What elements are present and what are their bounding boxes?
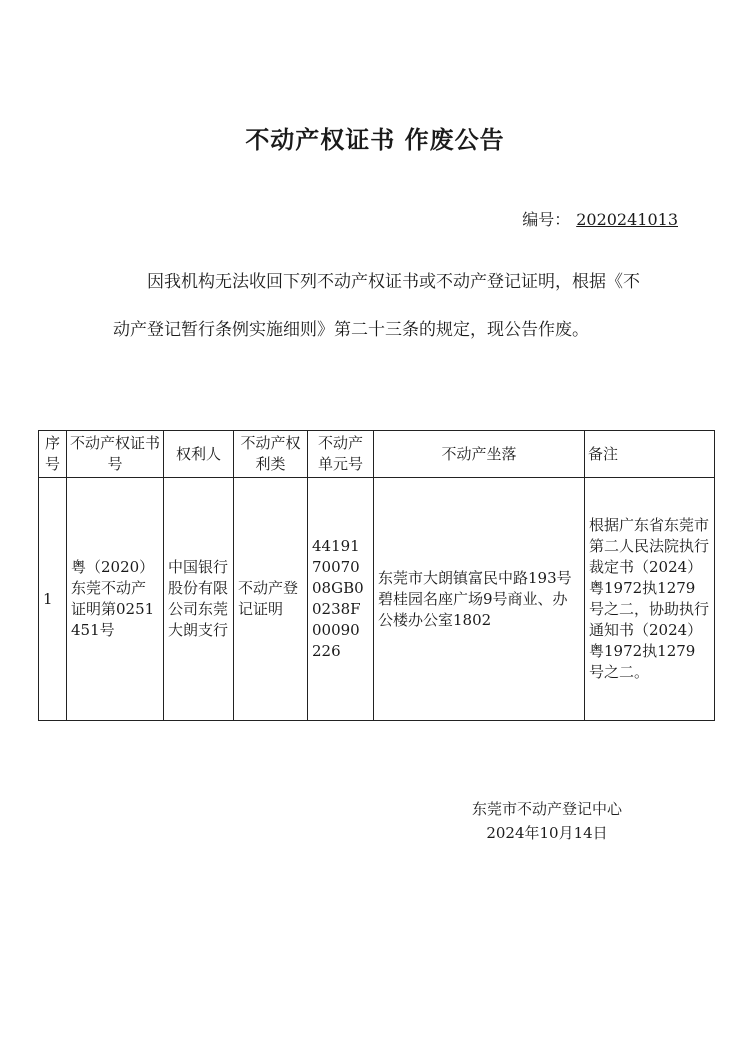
header-cert-no: 不动产权证书号 xyxy=(67,431,164,478)
table-header-row xyxy=(39,431,715,478)
header-holder: 权利人 xyxy=(164,431,234,478)
header-remark: 备注 xyxy=(585,431,715,478)
cell-unit-no: 441917007008GB00238F00090226 xyxy=(308,478,374,721)
issue-date: 2024年10月14日 xyxy=(486,824,608,842)
cell-cert-no: 粤（2020）东莞不动产证明第0251451号 xyxy=(67,478,164,721)
document-number-label: 编号： xyxy=(522,210,571,229)
header-right-type: 不动产权利类 xyxy=(234,431,308,478)
document-number-value: 2020241013 xyxy=(576,210,678,229)
cell-location: 东莞市大朗镇富民中路193号碧桂园名座广场9号商业、办公楼办公室1802 xyxy=(374,478,585,721)
header-seq: 序号 xyxy=(39,431,67,478)
page-title: 不动产权证书 作废公告 xyxy=(245,126,505,154)
void-certificate-table xyxy=(38,430,715,721)
header-location: 不动产坐落 xyxy=(374,431,585,478)
header-unit-no: 不动产单元号 xyxy=(308,431,374,478)
notice-paragraph: 因我机构无法收回下列不动产权证书或不动产登记证明，根据《不动产登记暂行条例实施细则》第二十三条的规定，现公告作废。 xyxy=(113,272,640,340)
issuing-organization: 东莞市不动产登记中心 xyxy=(471,800,622,818)
cell-right-type: 不动产登记证明 xyxy=(234,478,308,721)
cell-holder: 中国银行股份有限公司东莞大朗支行 xyxy=(164,478,234,721)
cell-seq: 1 xyxy=(39,478,67,721)
cell-remark: 根据广东省东莞市第二人民法院执行裁定书（2024）粤1972执1279号之二，协助执行通知书（2024）粤1972执1279号之二。 xyxy=(585,478,715,721)
signature-block xyxy=(447,797,647,845)
table-row xyxy=(39,478,715,721)
document-number xyxy=(522,207,678,230)
